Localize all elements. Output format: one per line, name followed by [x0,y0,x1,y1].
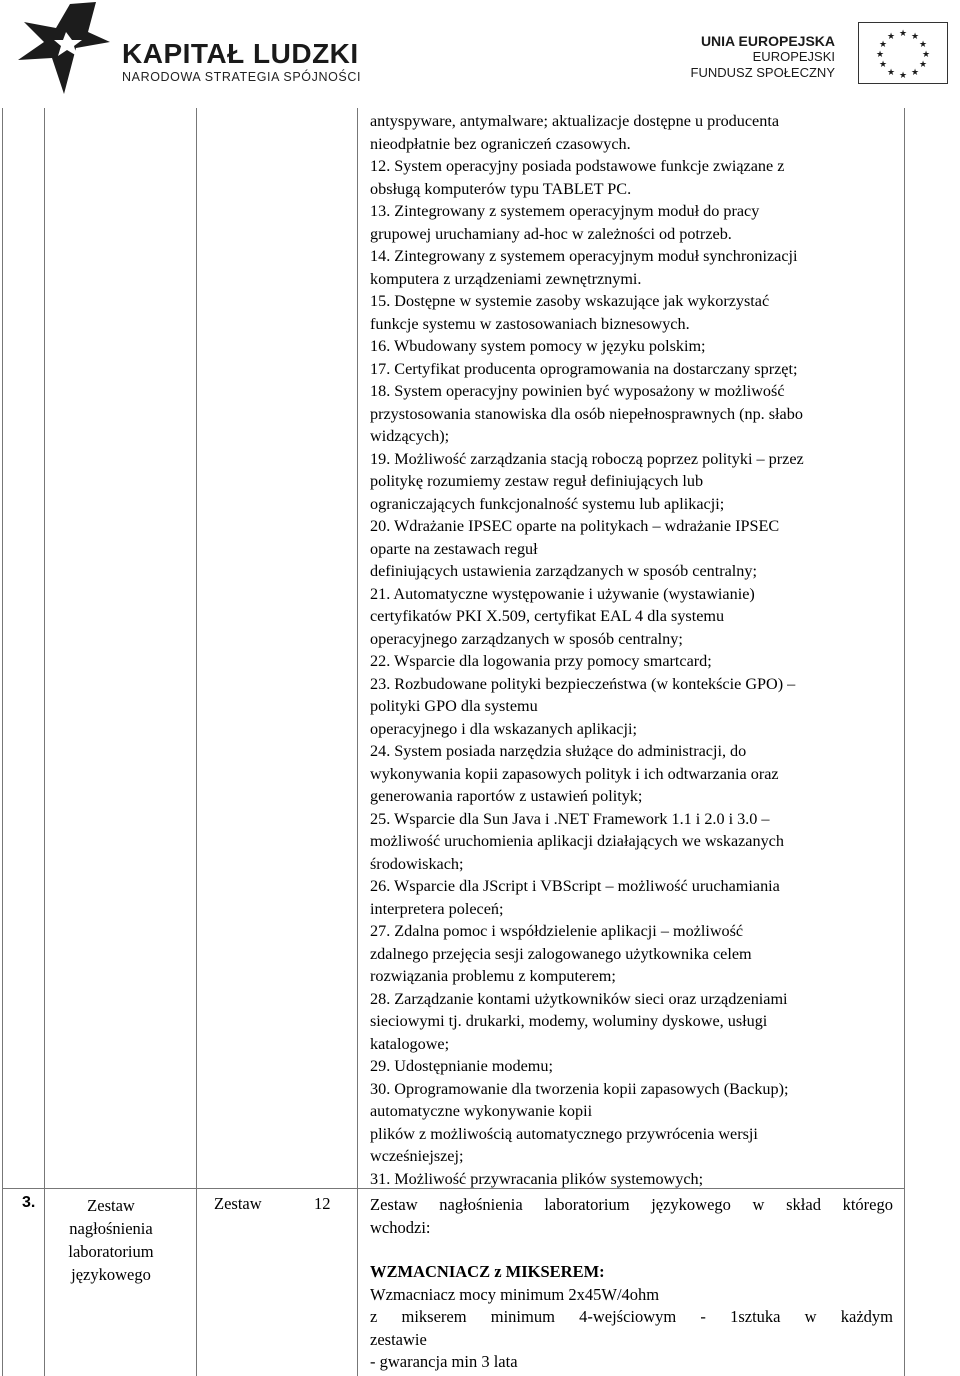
requirement-line: przystosowania stanowiska dla osób niepełnosprawnych (np. słabo [370,404,803,423]
spacer [370,1239,893,1261]
requirement-line: oparte na zestawach reguł [370,539,538,558]
eu-text-block [691,33,835,81]
requirement-line: ograniczających funkcjonalność systemu lub aplikacji; [370,494,725,513]
requirement-line: interpretera poleceń; [370,899,504,918]
requirement-line: grupowej uruchamiany ad-hoc w zależności od potrzeb. [370,224,732,243]
fund-name-line1: EUROPEJSKI [752,49,835,64]
item-name [52,1194,170,1286]
requirement-line: zdalnego przejęcia sesji zalogowanego użytkownika celem [370,944,752,963]
requirement-line: plików z możliwością automatycznego przywrócenia wersji [370,1124,758,1143]
requirement-line: katalogowe; [370,1034,450,1053]
svg-text:★: ★ [878,60,888,70]
requirement-line: środowiskach; [370,854,464,873]
requirement-line: 13. Zintegrowany z systemem operacyjnym moduł do pracy [370,202,760,220]
spec-line: z mikserem minimum 4-wejściowym - 1sztuka w każdym [370,1307,893,1326]
spec-line: Wzmacniacz mocy minimum 2x45W/4ohm [370,1284,660,1304]
svg-text:★: ★ [910,32,920,42]
requirement-line: 16. Wbudowany system pomocy w języku polskim; [370,337,706,355]
requirement-line: obsługą komputerów typu TABLET PC. [370,179,632,198]
requirement-line: antyspyware, antymalware; aktualizacje dostępne u producenta [370,112,780,130]
requirement-line: 23. Rozbudowane polityki bezpieczeństwa (w kontekście GPO) – [370,674,796,693]
requirement-line: wcześniejszej; [370,1147,464,1165]
section-heading: WZMACNIACZ z MIKSEREM: [370,1262,605,1281]
table-border-right [904,108,905,1376]
requirement-line: funkcje systemu w zastosowaniach biznesowych. [370,314,690,333]
requirement-line: 14. Zintegrowany z systemem operacyjnym moduł synchronizacji [370,247,798,265]
requirement-line: 25. Wsparcie dla Sun Java i .NET Framework 1.1 i 2.0 i 3.0 – [370,809,770,828]
svg-text:★: ★ [898,71,908,81]
quantity-unit: Zestaw [214,1194,262,1213]
requirement-line: 18. System operacyjny powinien być wyposażony w możliwość [370,382,785,400]
requirement-line: komputera z urządzeniami zewnętrznymi. [370,269,642,288]
requirement-line: operacyjnego zarządzanych w sposób centralny; [370,629,683,648]
table-divider-3 [357,108,358,1376]
svg-text:★: ★ [886,32,896,42]
table-border-left [2,108,3,1376]
svg-text:★: ★ [910,68,920,78]
requirement-line: 21. Automatyczne występowanie i używanie (wystawianie) [370,584,755,603]
requirement-line: 24. System posiada narzędzia służące do administracji, do [370,742,747,760]
item-name-line: laboratorium [68,1242,154,1261]
requirement-line: 22. Wsparcie dla logowania przy pomocy smartcard; [370,652,712,670]
requirement-line: operacyjnego i dla wskazanych aplikacji; [370,719,637,738]
item-description [370,1194,893,1374]
requirements-list [370,110,895,1190]
svg-text:★: ★ [918,40,928,50]
svg-text:★: ★ [878,40,888,50]
item-name-line: nagłośnienia [69,1219,153,1238]
row-number: 3. [22,1194,36,1211]
svg-text:★: ★ [918,60,928,70]
kapital-ludzki-subtitle: NARODOWA STRATEGIA SPÓJNOŚCI [122,70,362,84]
requirement-line: widzących); [370,427,450,445]
requirement-line: 31. Możliwość przywracania plików systemowych; [370,1169,704,1188]
eu-name: UNIA EUROPEJSKA [700,33,835,49]
requirement-line: możliwość uruchomienia aplikacji działających we wskazanych [370,832,784,850]
fund-name-line2: FUNDUSZ SPOŁECZNY [690,65,835,80]
requirement-line: wykonywania kopii zapasowych polityk i ich odtwarzania oraz [370,764,779,783]
svg-text:★: ★ [875,50,885,60]
svg-text:★: ★ [886,68,896,78]
requirement-line: certyfikatów PKI X.509, certyfikat EAL 4 dla systemu [370,607,725,625]
requirement-line: 26. Wsparcie dla JScript i VBScript – możliwość uruchamiania [370,877,780,895]
requirement-line: 29. Udostępnianie modemu; [370,1057,553,1075]
quantity-value: 12 [314,1194,331,1213]
eu-stars-flag-icon [858,22,948,84]
requirement-line: polityki GPO dla systemu [370,697,538,715]
requirement-line: 27. Zdalna pomoc i współdzielenie aplikacji – możliwość [370,922,744,940]
item-name-line: językowego [71,1265,151,1284]
requirement-line: nieodpłatnie bez ograniczeń czasowych. [370,134,631,153]
svg-text:★: ★ [898,29,908,39]
table-divider-2 [196,108,197,1376]
requirement-line: 12. System operacyjny posiada podstawowe funkcje związane z [370,157,785,175]
requirement-line: 15. Dostępne w systemie zasoby wskazujące jak wykorzystać [370,292,770,310]
kapital-ludzki-star-logo [14,2,118,96]
description-intro-line: Zestaw nagłośnienia laboratorium językowego w skład którego [370,1195,893,1214]
requirement-line: 30. Oprogramowanie dla tworzenia kopii zapasowych (Backup); [370,1079,789,1098]
requirement-line: rozwiązania problemu z komputerem; [370,967,616,985]
kapital-ludzki-title: KAPITAŁ LUDZKI [122,38,359,69]
spec-line: zestawie [370,1329,427,1349]
requirement-line: sieciowymi tj. drukarki, modemy, woluminy dyskowe, usługi [370,1012,768,1030]
item-name-line: Zestaw [87,1196,135,1215]
requirement-line: automatyczne wykonywanie kopii [370,1102,593,1120]
document-header [0,0,960,100]
requirement-line: 20. Wdrażanie IPSEC oparte na politykach – wdrażanie IPSEC [370,517,780,535]
requirement-line: 19. Możliwość zarządzania stacją roboczą poprzez polityki – przez [370,449,804,468]
table-divider-1 [44,108,45,1376]
requirement-line: 17. Certyfikat producenta oprogramowania na dostarczany sprzęt; [370,359,798,378]
requirement-line: generowania raportów z ustawień polityk; [370,787,643,805]
requirement-line: politykę rozumiemy zestaw reguł definiujących lub [370,472,704,490]
description-intro-line: wchodzi: [370,1217,431,1237]
requirement-line: definiujących ustawienia zarządzanych w sposób centralny; [370,562,757,580]
requirement-line: 28. Zarządzanie kontami użytkowników sieci oraz urządzeniami [370,989,788,1008]
svg-text:★: ★ [921,50,931,60]
spec-line: - gwarancja min 3 lata [370,1352,518,1371]
